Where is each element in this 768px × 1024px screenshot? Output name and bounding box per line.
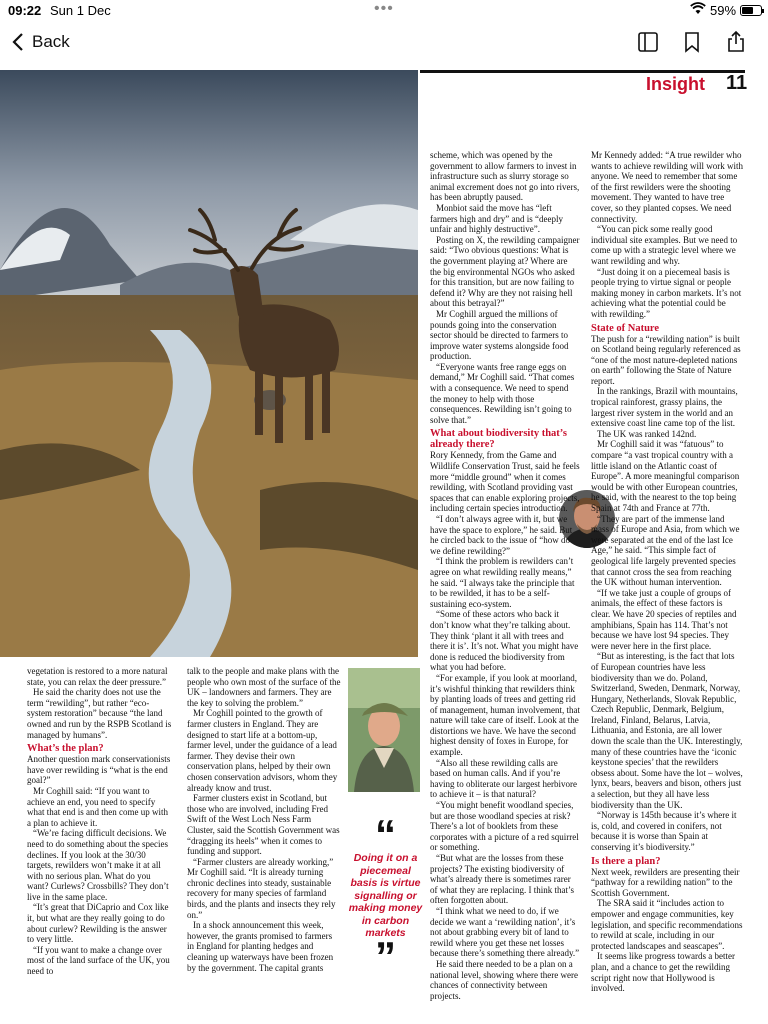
back-button[interactable] xyxy=(12,32,70,52)
hero-stag-photo xyxy=(0,70,418,657)
pull-quote-text: Doing it on a piecemeal basis is virtue signalling or making money in carbon markets xyxy=(348,852,423,939)
paragraph: “If we take just a couple of groups of animals, the effect of these factors is clear. We have 20 species of reptiles and amphibians, Spain has 114. That’s not because we have lost 94 species. They were never here in the first place. xyxy=(591,587,737,651)
paragraph: “I think what we need to do, if we decide we want a ‘rewilding nation’, it’s not about grabbing every bit of land to rewild where you get these net losses because there’s something there already.” xyxy=(430,905,580,959)
paragraph: In a shock announcement this week, however, the grants promised to farmers in England for planting hedges and cleaning up waterways have been frozen by the government. The capital grants xyxy=(187,920,334,973)
paragraph: “Some of these actors who back it don’t know what they’re talking about. They think ‘plant it all with trees and there it is’. It’s not. What you might have done is reduced the biodiversity from what you had before. xyxy=(430,609,579,673)
paragraph: “But as interesting, is the fact that lots of European countries have less biodiversity than we do. Poland, Switzerland, Sweden, Denmark, Norway, Hungary, Netherlands, Slovak Republic, Czech Republic, Denmark, Belgium, Ireland, Finland, Belarus, Latvia, Lithuania, and Estonia, are all lower down the scale than the UK. Interestingly, many of these countries have the ‘iconic keystone species’ that the rewilders obsess about. Some have the lot – wolves, lynx, bears, beavers and bison, others just a selection, but they all have less biodiversity than the UK. xyxy=(591,651,743,810)
paragraph: Next week, rewilders are presenting their “pathway for a rewilding nation” to the Scottish Government. xyxy=(591,866,740,898)
paragraph: He said the charity does not use the term “rewilding”, but rather “eco-system restoration” because “the land owned and run by the RSPB Scotland is managed by humans”. xyxy=(27,687,172,740)
paragraph: “You can pick some really good individual site examples. But we need to come up with a strategic level where we want rewilding and why. xyxy=(591,224,738,266)
paragraph: “Just doing it on a piecemeal basis is people trying to virtue signal or people making money in carbon markets. It’s not achieving what the potential could be with rewilding.” xyxy=(591,266,742,319)
paragraph: The UK was ranked 142nd. xyxy=(597,428,697,439)
paragraph: “I think the problem is rewilders can’t agree on what rewilding really means,” he said. “I always take the principle that to be rewilded, it has to be a self-sustaining eco-system. xyxy=(430,556,575,609)
subheading-biodiversity: What about biodiversity that’s already there? xyxy=(430,428,567,451)
subheading-is-there-a-plan: Is there a plan? xyxy=(591,855,661,867)
paragraph: Mr Coghill said: “If you want to achieve an end, you need to specify what that end is and then come up with a plan to achieve it. xyxy=(27,785,168,828)
paragraph: Another question mark conservationists have over rewilding is “what is the end goal?” xyxy=(27,754,171,786)
status-date: Sun 1 Dec xyxy=(50,3,111,18)
status-bar xyxy=(0,0,768,20)
wifi-icon xyxy=(690,2,706,18)
bookmark-icon[interactable] xyxy=(680,30,704,54)
pages-icon[interactable] xyxy=(636,30,660,54)
chevron-left-icon xyxy=(12,32,24,52)
article-column-2 xyxy=(187,666,341,973)
paragraph: Mr Coghill pointed to the growth of farmer clusters in England. They are designed to start life at a bottom-up, farmer level, under the guidance of a lead farmer. They devise their own conservation plans, helped by their own chosen conservation advisors, whom they already know and trust. xyxy=(187,708,338,793)
paragraph: “Farmer clusters are already working,” Mr Coghill said. “It is already turning chronic declines into steady, sustainable recovery for many species of farmland birds, and the plants and insects they rely on.” xyxy=(187,856,336,920)
section-label: Insight xyxy=(646,74,705,94)
subheading-whats-the-plan: What’s the plan? xyxy=(27,743,104,755)
paragraph: “You might benefit woodland species, but are those woodland species at risk? There’s a lot of booklets from these corporates with a picture of a red squirrel or something. xyxy=(430,800,579,853)
man-in-cap-photo xyxy=(348,668,420,792)
paragraph: Farmer clusters exist in Scotland, but those who are involved, including Fred Swift of the West Loch Ness Farm Cluster, said the Scottish Government was “dragging its heels” when it comes to funding and support. xyxy=(187,793,340,857)
paragraph: In the rankings, Brazil with mountains, tropical rainforest, grassy plains, the largest river system in the world and an extensive coast line came top of the list. xyxy=(591,386,738,429)
paragraph: The push for a “rewilding nation” is built on Scotland being regularly referenced as “one of the most nature-depleted nations on earth” following the State of Nature report. xyxy=(591,333,741,386)
paragraph: “Norway is 145th because it’s where it is, cold, and covered in conifers, not because it is worse than Spain at conserving it’s biodiversity.” xyxy=(591,810,737,852)
section-rule xyxy=(420,70,745,73)
share-icon[interactable] xyxy=(724,30,748,54)
paragraph: “We’re facing difficult decisions. We need to do something about the species declines. If you look at the 30/30 targets, rewilders won’t make it at all with no serious plan. What do you want? Curlews? Crossbills? They don’t live in the same place. xyxy=(27,828,169,902)
paragraph: Mr Kennedy added: “A true rewilder who wants to achieve rewilding will work with anyone. We need to remember that some of the first rewilders were the shooting movement. They wanted to have tree cover, so they planted copses. We need connectivity. xyxy=(591,150,743,224)
paragraph: “For example, if you look at moorland, it’s wishful thinking that rewilders think by planting loads of trees and getting rid of management, human involvement, that nature will take care of itself. Look at the distortions we have. We have the second highest density of foxes in Europe, for example. xyxy=(430,672,580,758)
paragraph: “But what are the losses from these projects? The existing biodiversity of what’s already there is sometimes rarer of what they are replacing. I think that’s often forgotten about. xyxy=(430,853,574,906)
nav-bar xyxy=(0,24,768,64)
page-number: 11 xyxy=(726,72,748,94)
battery-percent: 59% xyxy=(710,3,737,18)
paragraph: Rory Kennedy, from the Game and Wildlife Conservation Trust, said he feels more “middle ground” when it comes rewilding, with Scotland providing vast spaces that can enable exploring projects, including certain species introduction. xyxy=(430,450,580,514)
paragraph: It seems like progress towards a better plan, and a chance to get the rewilding script right now that Hollywood is involved. xyxy=(591,951,735,994)
open-quote-mark: “ xyxy=(375,811,396,858)
paragraph: “I don’t always agree with it, but we have the space to explore,” he said. But he circled back to the issue of “how do we define rewilding?” xyxy=(430,514,573,556)
paragraph: Monbiot said the move has “left farmers high and dry” and is “deeply unfair and highly destructive”. xyxy=(430,202,563,235)
paragraph: talk to the people and make plans with the people who own most of the surface of the UK – landowners and farmers. They are the key to solving the problem.” xyxy=(187,666,341,708)
paragraph: Mr Coghill argued the millions of pounds going into the conservation sector should be directed to farmers to improve water systems alongside food production. xyxy=(430,308,569,362)
paragraph: “They are part of the immense land mass of Europe and Asia, from which we were separated at the end of the last Ice Age,” he said. “This simple fact of geological life largely prevented species that cannot cross the sea from reaching the UK without human intervention. xyxy=(591,513,740,588)
toolbar-actions xyxy=(636,30,748,54)
pull-quote xyxy=(348,811,423,980)
paragraph: vegetation is restored to a more natural state, you can relax the deer pressure.” xyxy=(27,666,168,687)
multitasking-dots[interactable]: ••• xyxy=(374,0,394,17)
paragraph: “It’s great that DiCaprio and Cox like it, but what are they really going to do about curlew? Rewilding is the answer to very little. xyxy=(27,902,169,945)
paragraph: “Also all these rewilding calls are based on human calls. And if you’re having to obliterate our largest herbivore to achieve it – is that natural? xyxy=(430,757,578,800)
paragraph: scheme, which was opened by the government to allow farmers to invest in infrastructure such as slurry storage so animal excrement does not go into rivers, has been abruptly paused. xyxy=(430,150,580,203)
paragraph: Posting on X, the rewilding campaigner said: “Two obvious questions: What is the government playing at? Where are the big environmental NGOs who asked for this transition, but are now failing to defend it? Why are they not raising hell about this betrayal?” xyxy=(430,234,580,309)
back-label: Back xyxy=(32,32,70,51)
paragraph: The SRA said it “includes action to empower and engage communities, key legislation, and specific recommendations to rewild at scale, including in our protected landscapes and seascapes”. xyxy=(591,898,743,951)
paragraph: Mr Coghill said it was “fatuous” to compare “a vast tropical country with a little island on the Atlantic coast of Europe”. A more meaningful comparison would be with other European countries, he said, with the nearest to the top being Spain at 74th and France at 77th. xyxy=(591,439,740,513)
article-column-4 xyxy=(591,150,743,994)
battery-icon xyxy=(740,5,762,16)
article-column-1 xyxy=(27,666,174,977)
paragraph: He said there needed to be a plan on a national level, showing where there were chances of connectivity between projects. xyxy=(430,958,578,1001)
paragraph: “If you want to make a change over most of the land surface of the UK, you need to xyxy=(27,944,170,977)
close-quote-mark: ” xyxy=(375,932,396,980)
subheading-state-of-nature: State of Nature xyxy=(591,322,660,334)
article-column-3 xyxy=(430,150,580,1001)
paragraph: “Everyone wants free range eggs on demand,” Mr Coghill said. “That comes with a consequence. We need to spend the money to help with those consequences. Rewilding isn’t going to solve that.” xyxy=(430,361,575,425)
status-time: 09:22 xyxy=(8,3,42,18)
